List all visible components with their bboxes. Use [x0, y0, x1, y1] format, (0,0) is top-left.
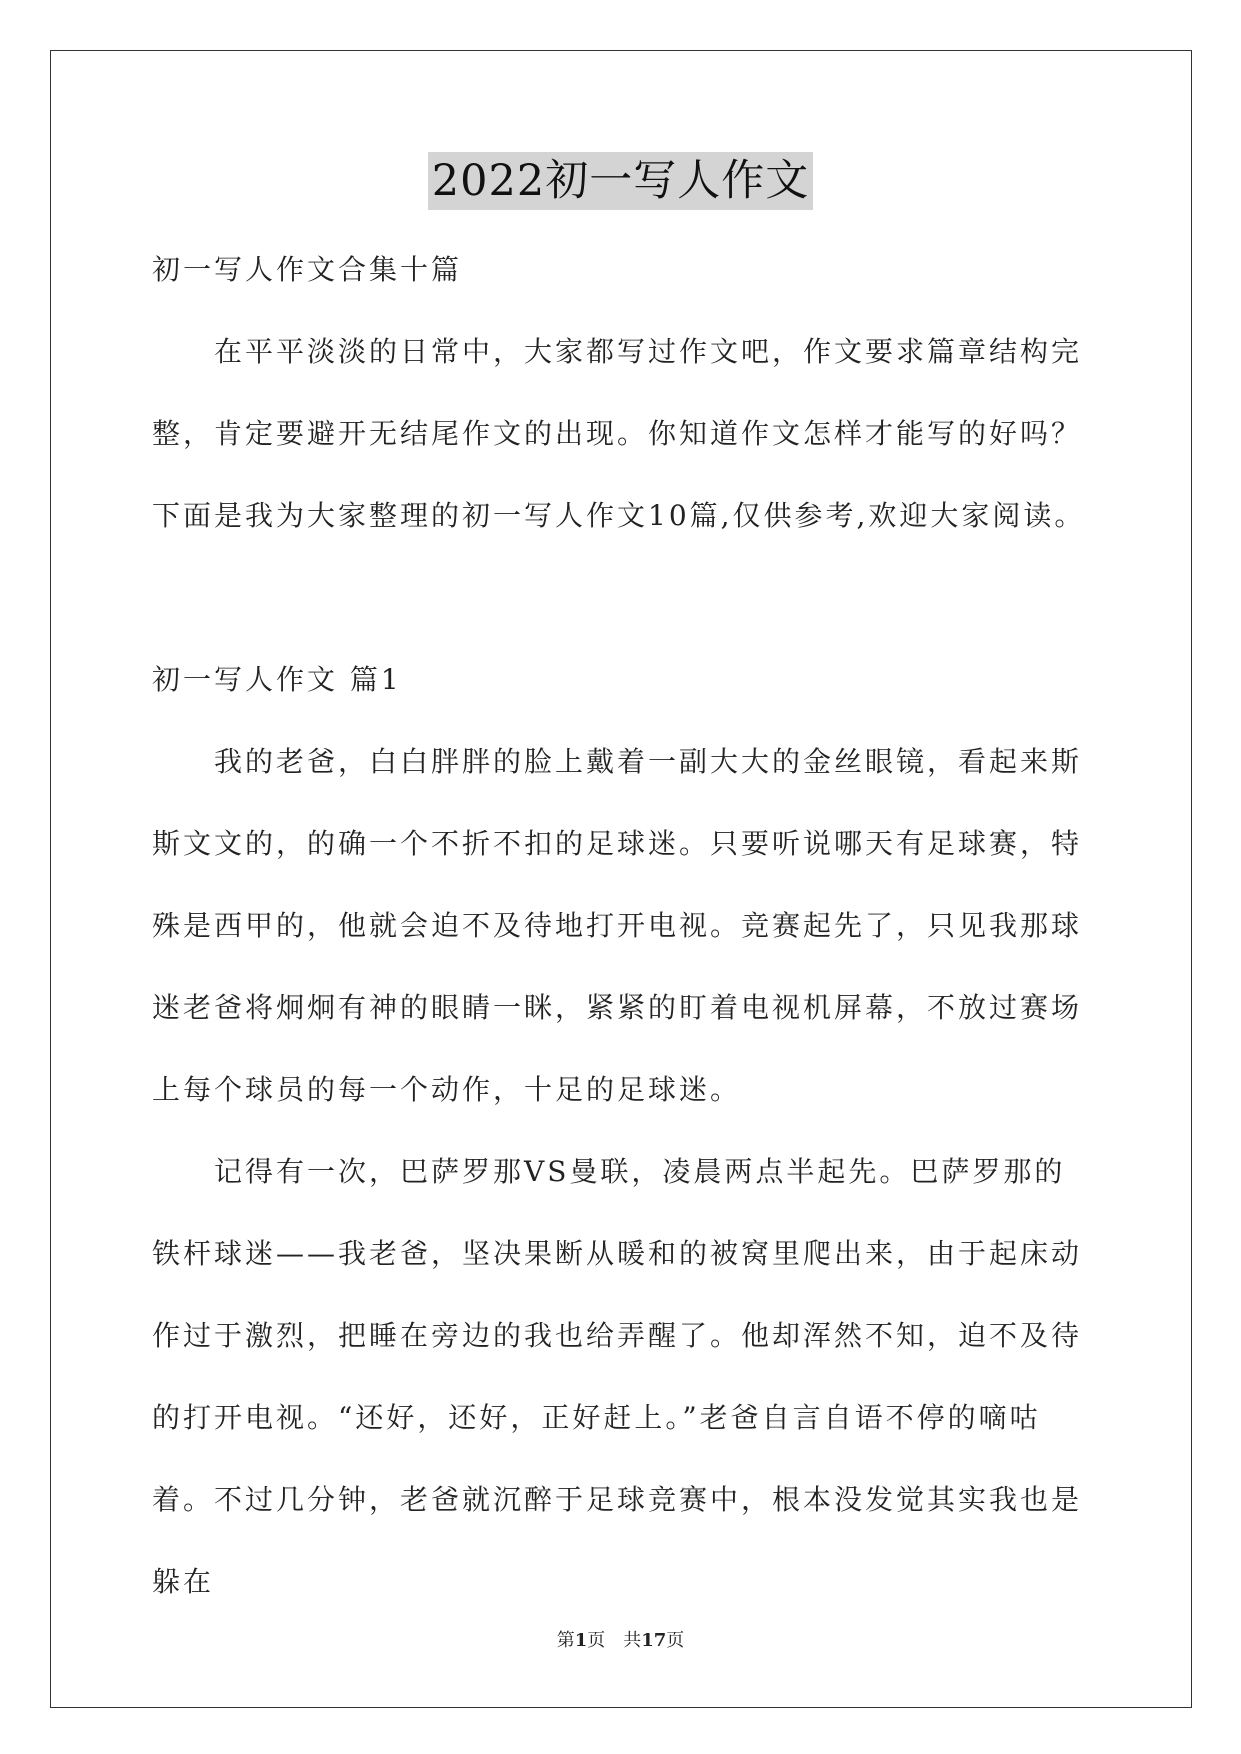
document-body	[152, 229, 1092, 1623]
body-paragraph: 我的老爸，白白胖胖的脸上戴着一副大大的金丝眼镜，看起来斯斯文文的，的确一个不折不扣的足球迷。只要听说哪天有足球赛，特殊是西甲的，他就会迫不及待地打开电视。竞赛起先了，只见我那球迷老爸将炯炯有神的眼睛一眯，紧紧的盯着电视机屏幕，不放过赛场上每个球员的每一个动作，十足的足球迷。	[152, 745, 1083, 1106]
title-container	[0, 152, 1241, 210]
page-mid: 页 共	[587, 1630, 642, 1651]
page-footer	[0, 1626, 1241, 1652]
current-page-number: 1	[574, 1630, 588, 1651]
document-title: 2022初一写人作文	[428, 152, 813, 210]
total-page-number: 17	[641, 1630, 667, 1651]
page-prefix: 第	[556, 1630, 575, 1651]
collection-subtitle: 初一写人作文合集十篇	[152, 253, 463, 286]
intro-paragraph: 在平平淡淡的日常中，大家都写过作文吧，作文要求篇章结构完整，肯定要避开无结尾作文的出现。你知道作文怎样才能写的好吗？下面是我为大家整理的初一写人作文10篇,仅供参考,欢迎大家阅读。	[152, 335, 1086, 532]
page-suffix: 页	[666, 1630, 685, 1651]
section-heading: 初一写人作文 篇1	[152, 663, 402, 696]
body-paragraph: 记得有一次，巴萨罗那VS曼联，凌晨两点半起先。巴萨罗那的铁杆球迷——我老爸，坚决果断从暖和的被窝里爬出来，由于起床动作过于激烈，把睡在旁边的我也给弄醒了。他却浑然不知，迫不及待的打开电视。“还好，还好，正好赶上。”老爸自言自语不停的嘀咕着。不过几分钟，老爸就沉醉于足球竞赛中，根本没发觉其实我也是躲在	[152, 1155, 1083, 1598]
spacer	[152, 557, 1092, 639]
